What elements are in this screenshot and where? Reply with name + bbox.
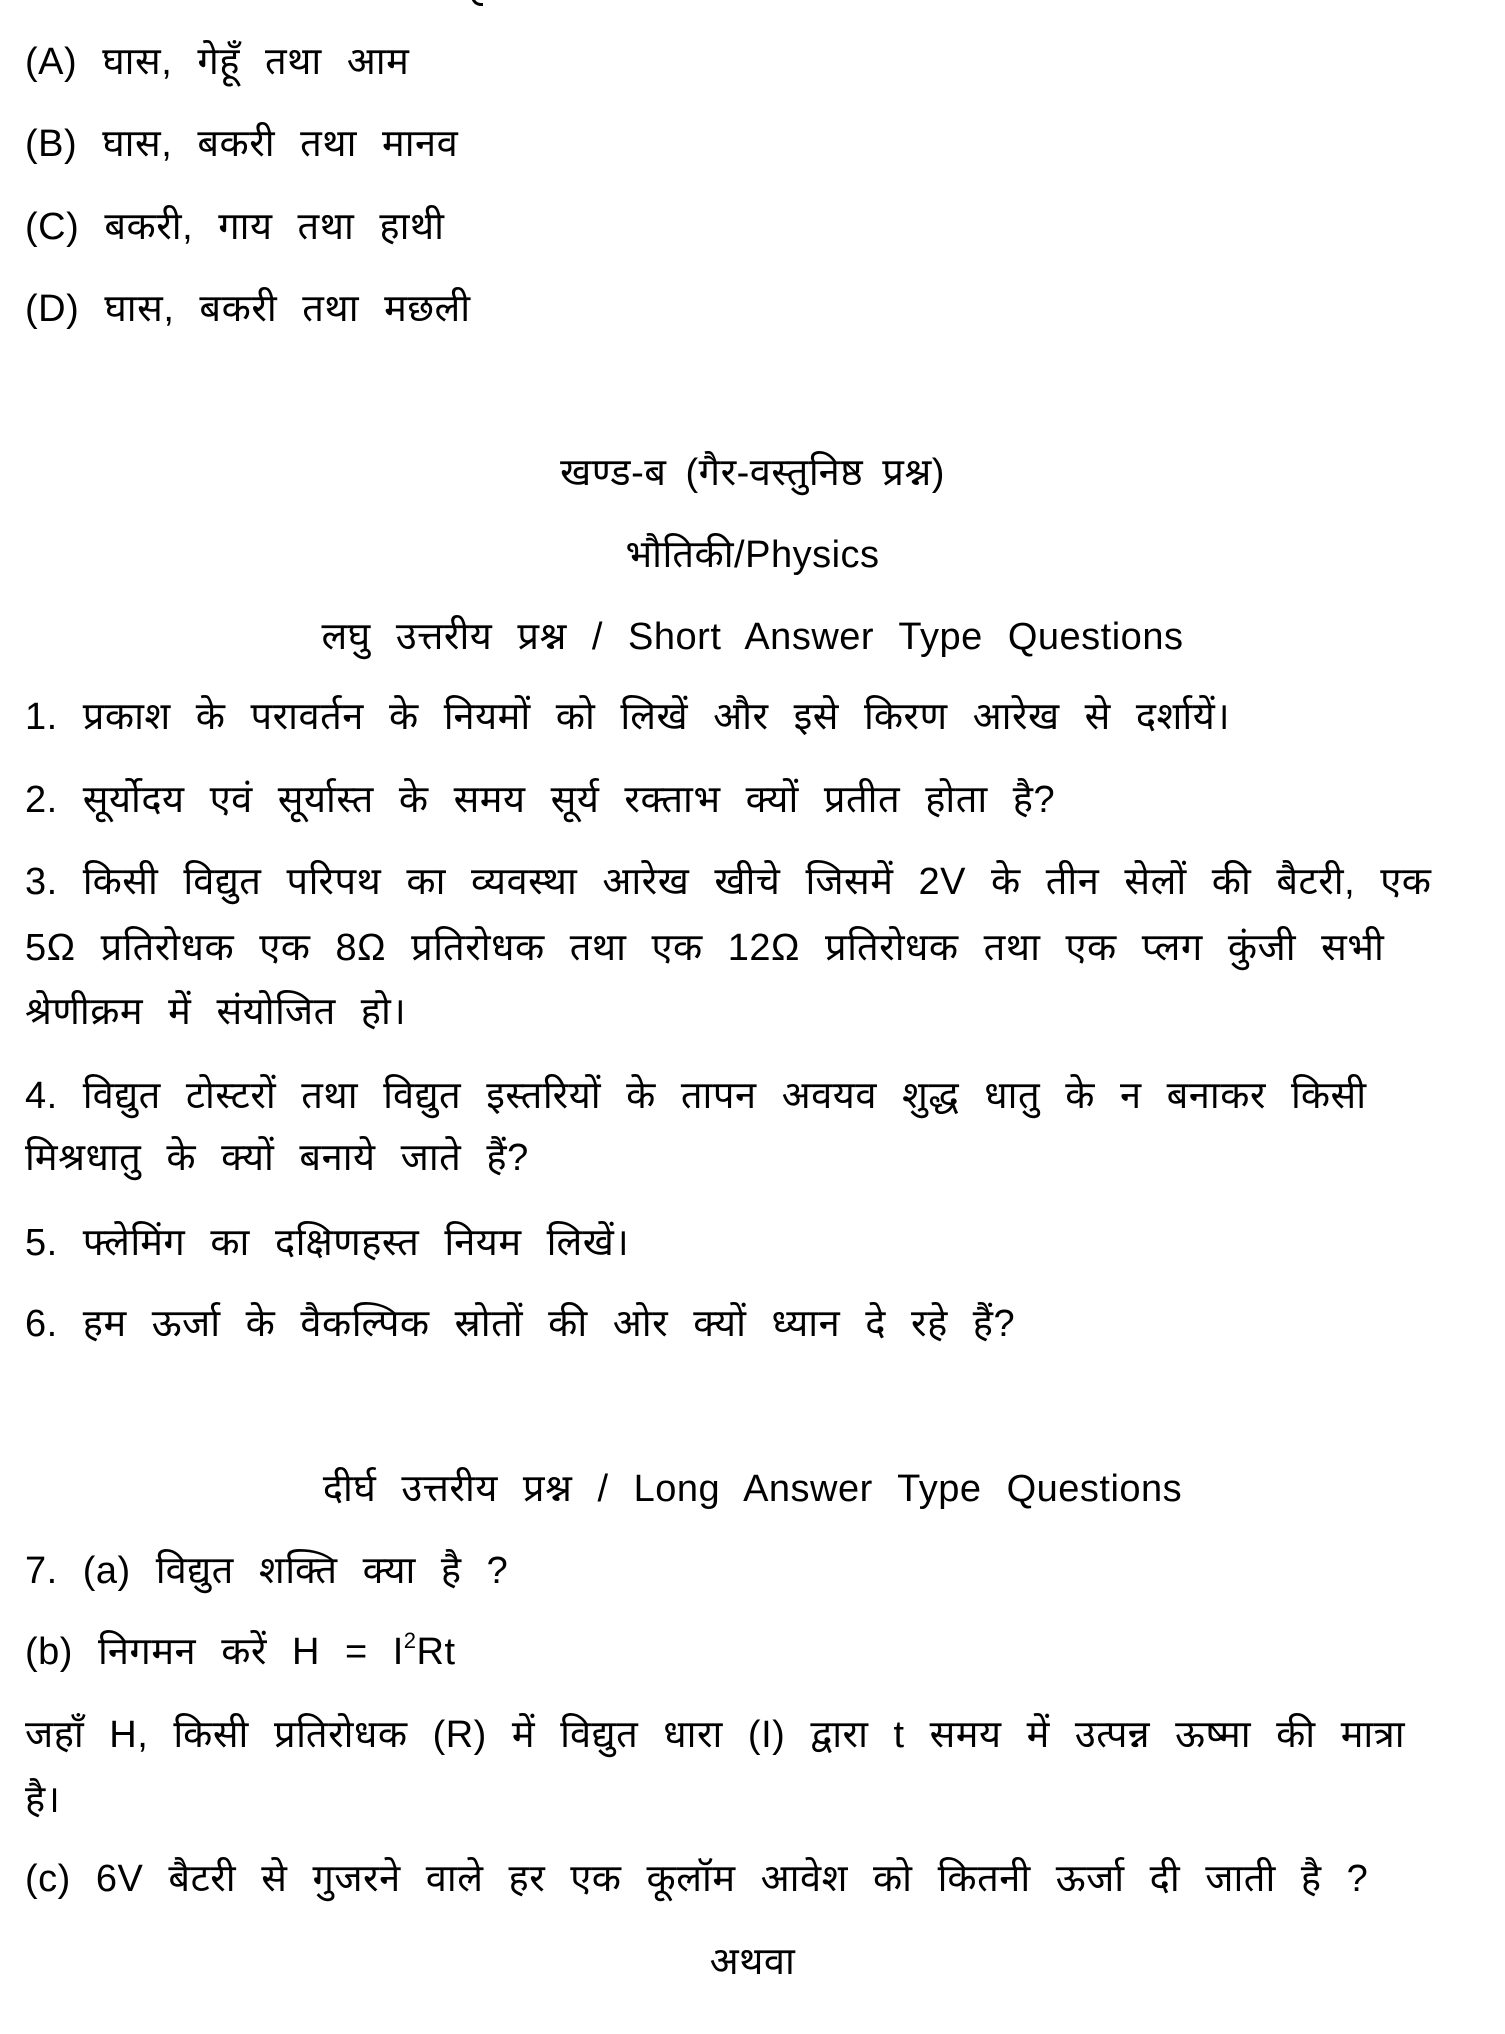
question-3-line-3: श्रेणीक्रम में संयोजित हो। — [25, 991, 407, 1033]
exponent: 2 — [403, 1628, 417, 1653]
question-7a: 7. (a) विद्युत शक्ति क्या है ? — [25, 1550, 509, 1592]
question-number: 1. — [25, 696, 58, 738]
question-text: विद्युत टोस्टरों तथा विद्युत इस्तरियों के तापन अवयव शुद्ध धातु के न बनाकर किसी — [82, 1075, 1367, 1117]
option-label: (A) — [25, 41, 78, 83]
section-b-title: खण्ड-ब (गैर-वस्तुनिष्ठ प्रश्न) — [560, 452, 945, 494]
option-text: घास, गेहूँ तथा आम — [102, 41, 410, 83]
question-text: किसी विद्युत परिपथ का व्यवस्था आरेख खीचे जिसमें 2V के तीन सेलों की बैटरी, एक — [82, 861, 1432, 903]
mcq-option-d — [25, 285, 1475, 333]
question-2 — [25, 776, 1475, 824]
question-5 — [25, 1219, 1475, 1267]
question-4-line-2: मिश्रधातु के क्यों बनाये जाते हैं? — [25, 1137, 529, 1179]
question-number: 4. — [25, 1075, 58, 1117]
mcq-option-b — [25, 120, 1475, 168]
question-text: हम ऊर्जा के वैकल्पिक स्रोतों की ओर क्यों ध्यान दे रहे हैं? — [82, 1303, 1016, 1345]
option-label: (D) — [25, 288, 80, 330]
question-7c: (c) 6V बैटरी से गुजरने वाले हर एक कूलॉम आवेश को कितनी ऊर्जा दी जाती है ? — [25, 1858, 1369, 1900]
question-1 — [25, 693, 1475, 741]
question-text: प्रकाश के परावर्तन के नियमों को लिखें और इसे किरण आरेख से दर्शायें। — [82, 696, 1231, 738]
question-7b-suffix: Rt — [416, 1631, 456, 1673]
question-text: सूर्योदय एवं सूर्यास्त के समय सूर्य रक्ताभ क्यों प्रतीत होता है? — [82, 779, 1056, 821]
question-number: 2. — [25, 779, 58, 821]
question-number: 5. — [25, 1222, 58, 1264]
or-label: अथवा — [709, 1941, 796, 1983]
question-7b-explanation-line-2: है। — [25, 1779, 61, 1821]
mcq-option-a — [25, 38, 1475, 86]
option-label: (B) — [25, 123, 78, 165]
subject-heading: भौतिकी/Physics — [625, 534, 880, 576]
question-7b-prefix: (b) निगमन करें H = I — [25, 1631, 404, 1673]
question-number: 6. — [25, 1303, 58, 1345]
question-number: 3. — [25, 861, 58, 903]
short-answer-heading: लघु उत्तरीय प्रश्न / Short Answer Type Questions — [321, 616, 1184, 658]
question-text: फ्लेमिंग का दक्षिणहस्त नियम लिखें। — [82, 1222, 630, 1264]
question-6 — [25, 1300, 1475, 1348]
mcq-option-c — [25, 203, 1475, 251]
clipped-previous-line — [468, 0, 488, 8]
u-matra-fragment — [471, 0, 483, 6]
question-7b — [25, 1628, 1475, 1676]
question-4-line-1 — [25, 1072, 1475, 1120]
question-7b-explanation-line-1: जहाँ H, किसी प्रतिरोधक (R) में विद्युत धारा (I) द्वारा t समय में उत्पन्न ऊष्मा की मात्रा — [25, 1714, 1406, 1756]
option-label: (C) — [25, 206, 80, 248]
option-text: घास, बकरी तथा मछली — [104, 288, 471, 330]
question-3-line-1 — [25, 858, 1475, 906]
option-text: बकरी, गाय तथा हाथी — [104, 206, 445, 248]
question-3-line-2: 5Ω प्रतिरोधक एक 8Ω प्रतिरोधक तथा एक 12Ω प्रतिरोधक तथा एक प्लग कुंजी सभी — [25, 927, 1385, 969]
option-text: घास, बकरी तथा मानव — [102, 123, 459, 165]
long-answer-heading: दीर्घ उत्तरीय प्रश्न / Long Answer Type Questions — [322, 1468, 1183, 1510]
